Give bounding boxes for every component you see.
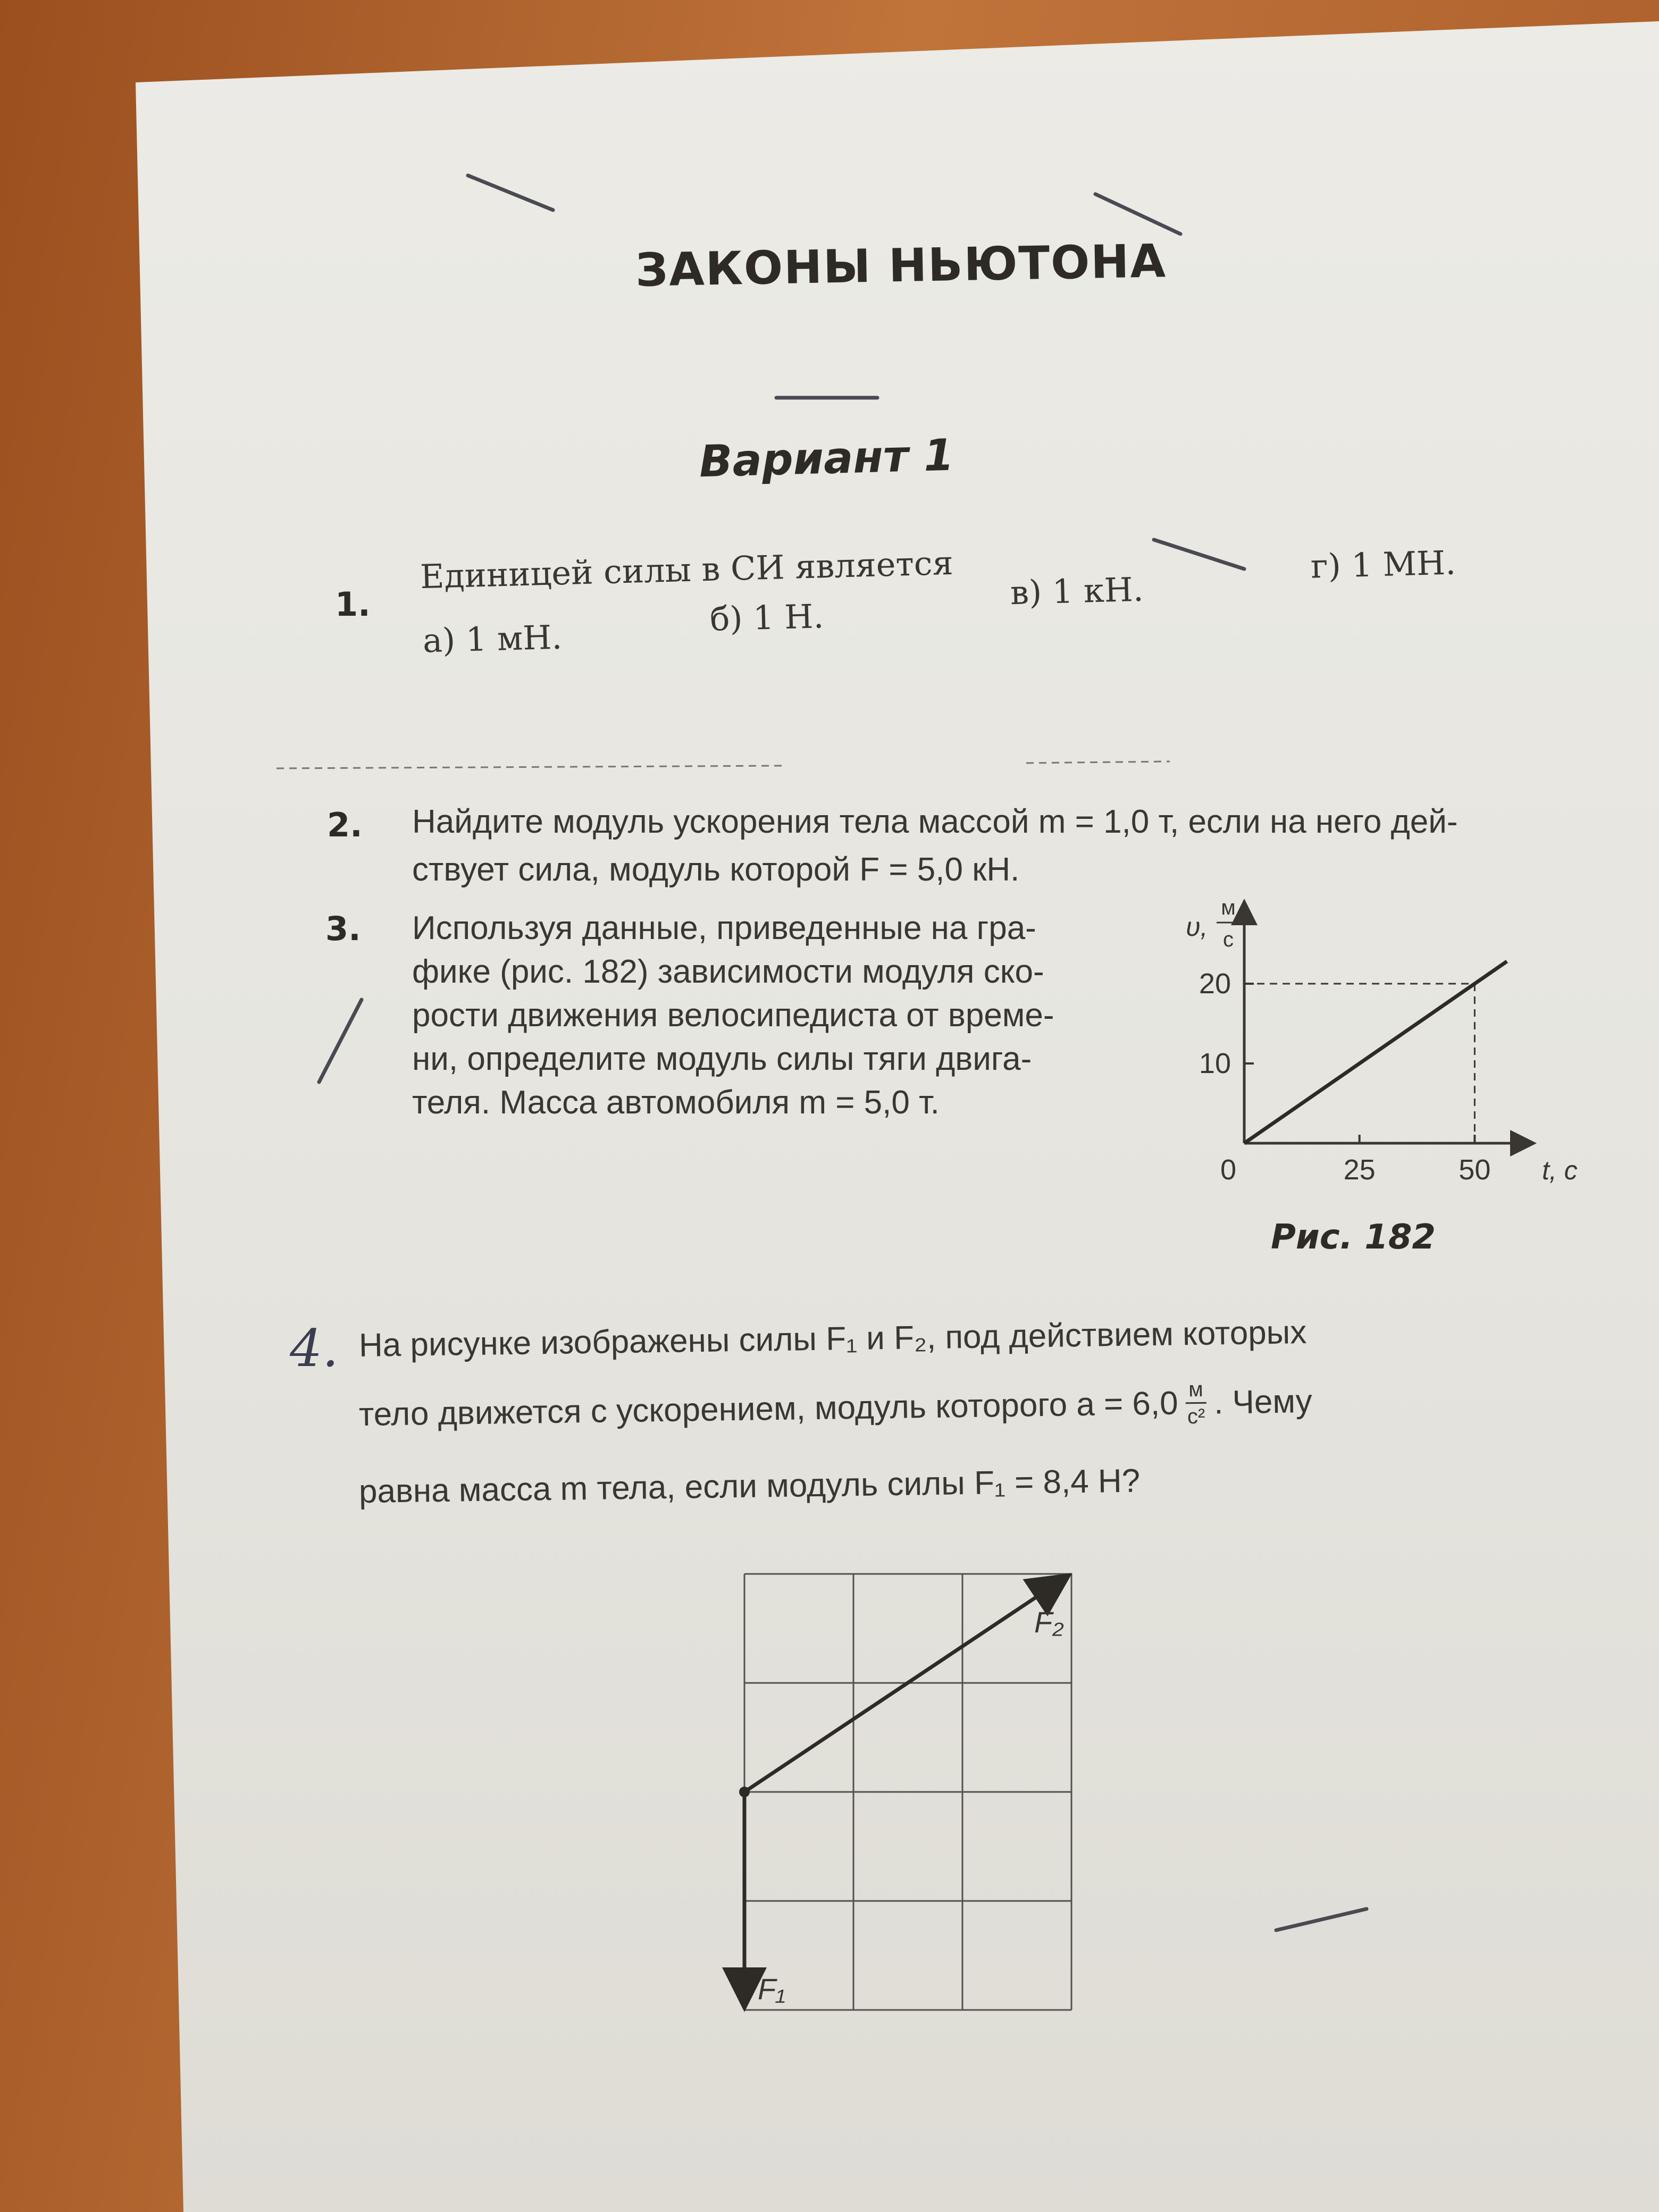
y-unit-numerator: м xyxy=(1221,896,1236,919)
question-4-line-3: равна масса m тела, если модуль силы F₁ = 8,4 Н? xyxy=(358,1462,1141,1510)
question-4-number: 4. xyxy=(290,1319,339,1378)
force-F2-label: F₂ xyxy=(1034,1605,1064,1639)
page-title: ЗАКОНЫ НЬЮТОНА xyxy=(635,234,1167,297)
force-F1-label: F₁ xyxy=(758,1972,785,2006)
pencil-dash xyxy=(468,175,553,210)
force-F2-arrow xyxy=(744,1577,1066,1792)
y-tick-label: 20 xyxy=(1199,968,1231,1000)
pencil-dash xyxy=(1095,194,1180,234)
pencil-dash xyxy=(1276,1909,1367,1930)
question-2-number: 2. xyxy=(327,806,363,844)
force-diagram xyxy=(734,1558,1106,2026)
question-3-number: 3. xyxy=(325,909,361,948)
variant-heading: Вариант 1 xyxy=(698,430,955,488)
x-axis-label: t, с xyxy=(1542,1155,1578,1185)
pencil-dash xyxy=(1154,540,1244,569)
x-tick-label: 50 xyxy=(1459,1154,1491,1186)
x-tick-label: 0 xyxy=(1220,1154,1237,1186)
question-3-line-5: теля. Масса автомобиля m = 5,0 т. xyxy=(412,1084,940,1121)
unit-numerator: м xyxy=(1185,1379,1206,1404)
question-3-line-3: рости движения велосипедиста от време- xyxy=(412,997,1054,1034)
question-1-number: 1. xyxy=(335,585,371,624)
question-3-line-2: фике (рис. 182) зависимости модуля ско- xyxy=(412,953,1044,990)
question-1-option-d: г) 1 МН. xyxy=(1310,543,1456,586)
question-1-option-c: в) 1 кН. xyxy=(1010,569,1144,613)
velocity-time-chart xyxy=(1154,896,1578,1212)
question-3-line-1: Используя данные, приведенные на гра- xyxy=(412,910,1036,946)
question-1-option-b: б) 1 Н. xyxy=(709,597,825,639)
x-tick-label: 25 xyxy=(1343,1154,1376,1186)
y-tick-label: 10 xyxy=(1199,1048,1231,1079)
question-2-line-1: Найдите модуль ускорения тела массой m = 1,0 т, если на него дей- xyxy=(412,803,1458,840)
question-4-line-2-end: . Чему xyxy=(1213,1382,1313,1421)
question-2-line-2: ствует сила, модуль которой F = 5,0 кН. xyxy=(412,851,1020,888)
separator-line xyxy=(1026,761,1170,763)
y-axis-label: υ, xyxy=(1186,912,1208,942)
question-1-text: Единицей силы в СИ является xyxy=(420,543,954,597)
figure-caption: Рис. 182 xyxy=(1271,1218,1436,1257)
question-3-line-4: ни, определите модуль силы тяги двига- xyxy=(412,1041,1032,1077)
acceleration-unit xyxy=(1185,1379,1207,1428)
question-4-line-2-text: тело движется с ускорением, модуль которого a = 6,0 xyxy=(358,1385,1179,1433)
pencil-slash xyxy=(319,1000,362,1082)
question-1-option-a: а) 1 мН. xyxy=(422,617,563,660)
question-4-line-1: На рисунке изображены силы F₁ и F₂, под действием которых xyxy=(358,1314,1307,1364)
y-unit-denominator: с xyxy=(1223,928,1234,951)
separator-line xyxy=(276,766,787,768)
unit-denominator: с² xyxy=(1187,1404,1205,1429)
velocity-line xyxy=(1244,961,1507,1143)
